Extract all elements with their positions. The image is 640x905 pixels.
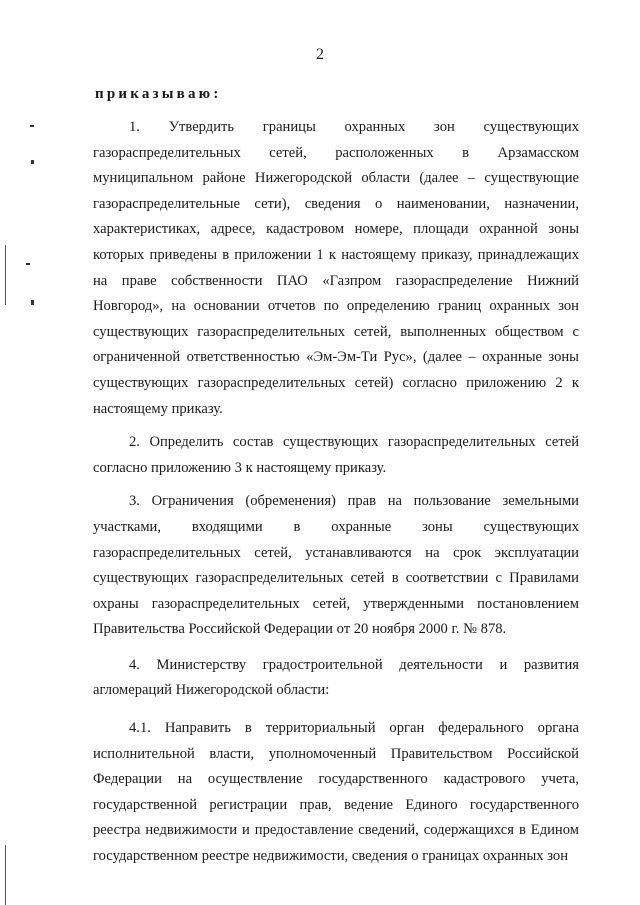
order-heading: приказываю: <box>95 86 222 102</box>
scan-edge-line <box>5 245 6 305</box>
page-number: 2 <box>316 46 324 63</box>
paragraph-2: 2. Определить состав существующих газораспределительных сетей согласно приложению 3 к настоящему приказу. <box>93 434 579 476</box>
scan-speck <box>30 125 34 127</box>
scan-speck <box>31 160 34 164</box>
paragraph-3: 3. Ограничения (обременения) прав на пользование земельными участками, входящими в охранные зоны существующих газораспределительных сетей, устанавливаются на срок эксплуатации существующих газораспределительных сетей в соответствии с Правилами охраны газораспределительных сетей, утвержденными постановлением Правительства Российской Федерации от 20 ноября 2000 г. № 878. <box>93 493 579 638</box>
paragraph-1: 1. Утвердить границы охранных зон существующих газораспределительных сетей, расположенных в Арзамасском муниципальном районе Нижегородской области (далее – существующие газораспределительные сети), сведения о наименовании, назначении, характеристиках, адресе, кадастровом номере, площади охранной зоны которых приведены в приложении 1 к настоящему приказу, принадлежащих на праве собственности ПАО «Газпром газораспределение Нижний Новгород», на основании отчетов по определению границ охранных зон существующих газораспределительных сетей, выполненных обществом с ограниченной ответственностью «Эм-Эм-Ти Рус», (далее – охранные зоны существующих газораспределительных сетей) согласно приложению 2 к настоящему приказу. <box>93 119 579 417</box>
document-body <box>93 115 579 880</box>
paragraph-4-1: 4.1. Направить в территориальный орган федерального органа исполнительной власти, уполномоченный Правительством Российской Федерации на осуществление государственного кадастрового учета, государственной регистрации прав, ведение Единого государственного реестра недвижимости и предоставление сведений, содержащихся в Едином государственном реестре недвижимости, сведения о границах охранных зон <box>93 720 579 865</box>
paragraph-4: 4. Министерству градостроительной деятельности и развития агломераций Нижегородской области: <box>93 656 579 699</box>
scan-edge-line <box>5 845 6 905</box>
scan-speck <box>31 300 34 305</box>
scan-speck <box>26 263 30 265</box>
